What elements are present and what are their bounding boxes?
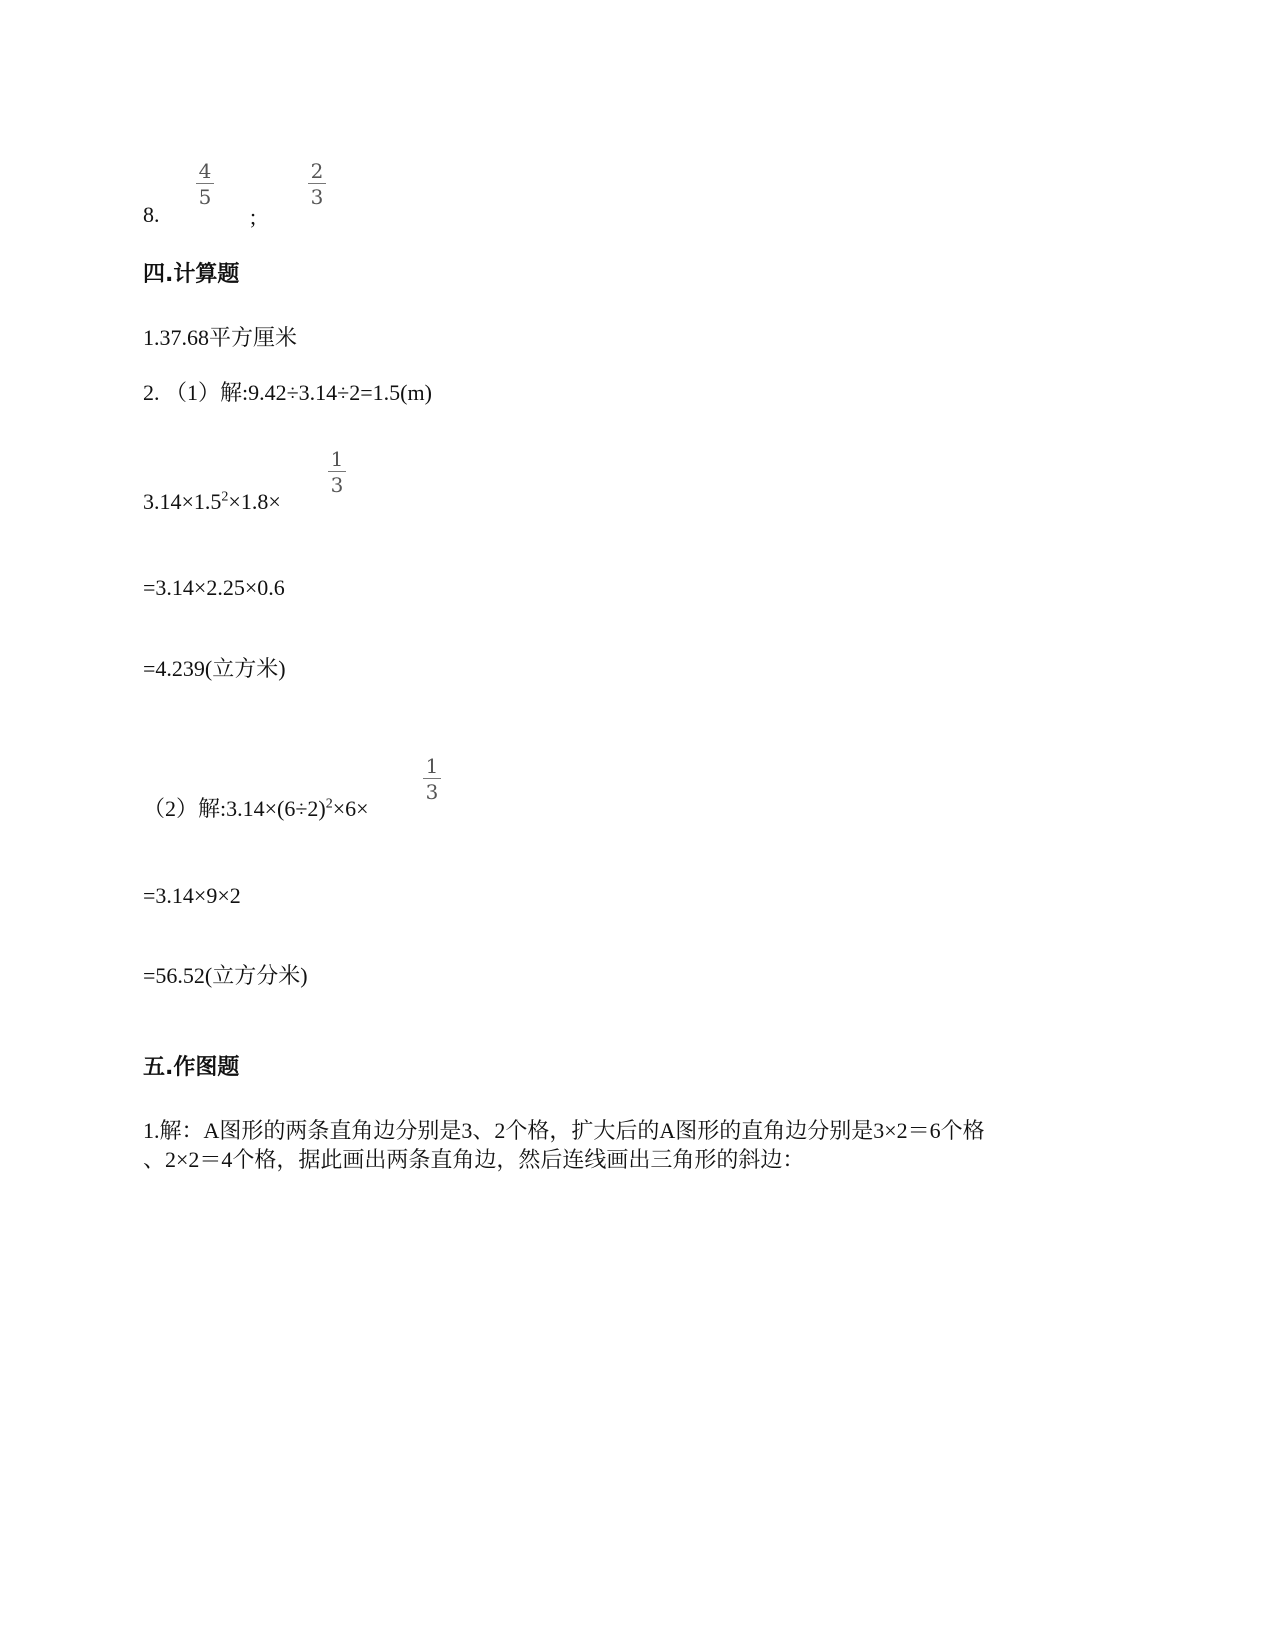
fraction-bar: [196, 183, 214, 184]
fraction-denominator: 5: [198, 185, 212, 209]
fraction-numerator: 1: [330, 447, 344, 471]
answer-4-2-equation-2: =3.14×2.25×0.6: [143, 575, 285, 600]
exponent: 2: [221, 489, 229, 505]
answer-5-1-line2: 、2×2＝4个格，据此画出两条直角边，然后连线画出三角形的斜边：: [143, 1147, 805, 1172]
question-8-separator: ;: [250, 204, 257, 229]
fraction-four-fifths: [196, 160, 214, 208]
fraction-denominator: 3: [310, 185, 324, 209]
fraction-one-third: [423, 755, 441, 803]
fraction-bar: [328, 471, 346, 472]
answer-5-1-line1: 1.解：A图形的两条直角边分别是3、2个格，扩大后的A图形的直角边分别是3×2＝6个格: [143, 1118, 985, 1143]
answer-4-2-part1: 2. （1）解:9.42÷3.14÷2=1.5(m): [143, 380, 432, 405]
fraction-bar: [308, 183, 326, 184]
fraction-numerator: 1: [425, 754, 439, 778]
fraction-two-thirds: [308, 160, 326, 208]
answer-4-2-equation-3: =4.239(立方米): [143, 656, 286, 681]
fraction-denominator: 3: [330, 473, 344, 497]
fraction-bar: [423, 778, 441, 779]
fraction-numerator: 4: [198, 159, 212, 183]
section-5-title: 五.作图题: [143, 1055, 240, 1080]
exponent: 2: [325, 796, 333, 812]
answer-4-1: 1.37.68平方厘米: [143, 325, 298, 350]
question-8-label: 8.: [143, 202, 160, 227]
equation-text: 3.14×1.5: [143, 489, 222, 514]
fraction-denominator: 3: [425, 780, 439, 804]
answer-4-2-equation-1: [143, 489, 281, 515]
equation-text: ×1.8×: [228, 489, 281, 514]
fraction-one-third: [328, 448, 346, 496]
answer-4-2-equation-5: =56.52(立方分米): [143, 963, 308, 988]
fraction-numerator: 2: [310, 159, 324, 183]
answer-4-2-equation-4: =3.14×9×2: [143, 883, 241, 908]
equation-text: ×6×: [332, 796, 369, 821]
answer-4-2-part2: [143, 796, 369, 822]
section-4-title: 四.计算题: [143, 262, 240, 287]
equation-text: （2）解:3.14×(6÷2): [143, 796, 326, 821]
